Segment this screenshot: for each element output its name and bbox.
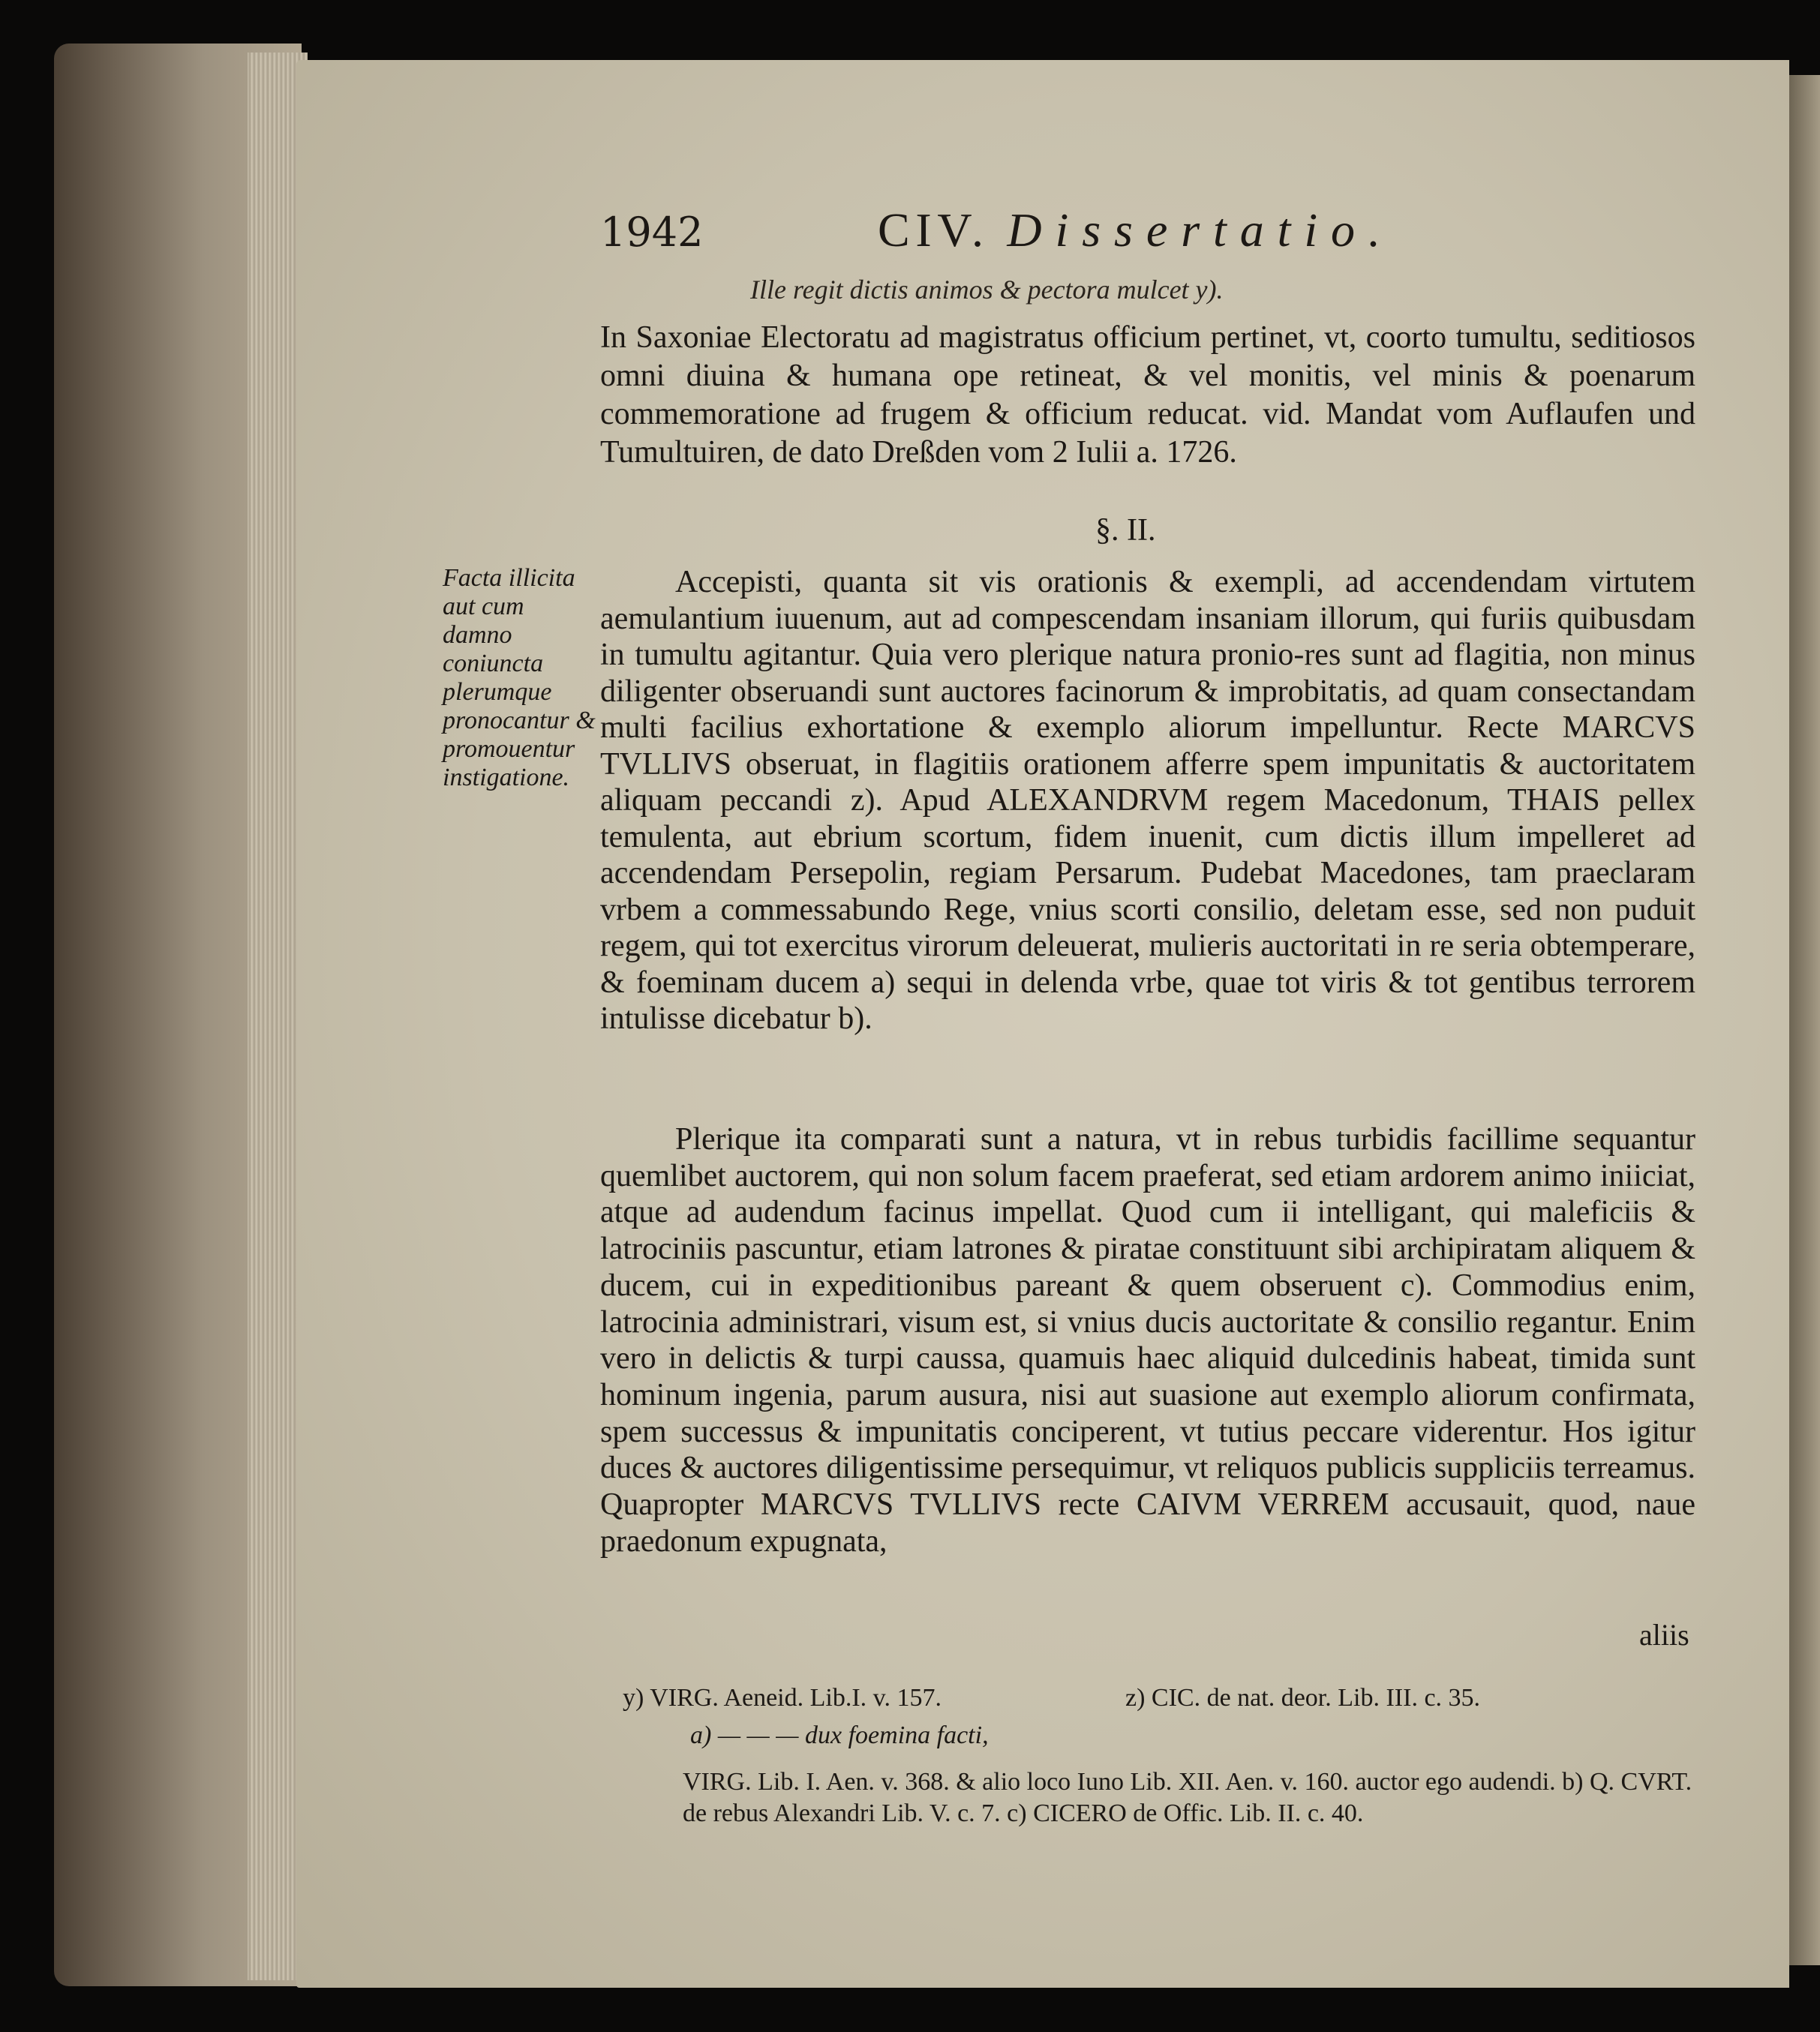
footnote-a-citations: VIRG. Lib. I. Aen. v. 368. & alio loco Iuno Lib. XII. Aen. v. 160. auctor ego audendi. b) Q. CVRT. de rebus Alexandri Lib. V. c. 7. c) CICERO de Offic. Lib. II. c. 40. — [683, 1768, 1692, 1827]
paragraph-1: In Saxoniae Electoratu ad magistratus officium pertinet, vt, coorto tumultu, seditiosos omni diuina & humana ope retineat, & vel monitis, vel minis & poenarum commemoratione ad frugem & officium reducat. vid. Mandat vom Auflaufen und Tumultuiren, de dato Dreßden vom 2 Iulii a. 1726. — [600, 320, 1695, 470]
running-head-roman: CIV. — [878, 203, 990, 257]
verse-quote: Ille regit dictis animos & pectora mulcet y). — [750, 275, 1224, 305]
page-number: 1942 — [600, 209, 704, 256]
footnote-y: y) VIRG. Aeneid. Lib.I. v. 157. — [623, 1684, 942, 1712]
running-head — [878, 203, 1394, 258]
footnote-a: a) — — — dux foemina facti, — [690, 1721, 989, 1749]
paragraph-3: Plerique ita comparati sunt a natura, vt in rebus turbidis facillime sequantur quemlibet auctorem, qui non solum facem praeferat, sed etiam ardorem animo iniiciat, atque ad audendum facinus impellat. Quod cum ii intelligant, qui maleficiis & latrociniis pascuntur, etiam latrones & piratae constituunt sibi archipiratam aliquem & ducem, cui in expeditionibus pareant & quem obseruent c). Commodius enim, latrocinia administrari, visum est, si vnius ducis auctoritate & consilio regantur. Enim vero in delictis & turpi caussa, quamuis haec aliquid dulcedinis habeat, timida sunt hominum ingenia, parum ausura, nisi aut suasione aut exemplo aliorum confirmata, spem successus & impunitatis conciperent, vt tutius peccare viderentur. Hos igitur duces & auctores diligentissime persequimur, vt reliquos publicis suppliciis terreamus. Quapropter MARCVS TVLLIVS recte CAIVM VERREM accusauit, quod, naue praedonum expugnata, — [600, 1122, 1695, 1559]
page-header — [600, 203, 1410, 263]
running-head-italic: Dissertatio. — [1007, 203, 1394, 257]
margin-note: Facta illicita aut cum damno coniuncta plerumque pronocantur & promouentur instigatione. — [443, 564, 596, 791]
section-heading: §. II. — [1095, 513, 1156, 548]
facing-page-edge — [1789, 75, 1820, 1965]
catchword: aliis — [1639, 1618, 1689, 1652]
footnote-z: z) CIC. de nat. deor. Lib. III. c. 35. — [1125, 1684, 1481, 1712]
paragraph-2: Accepisti, quanta sit vis orationis & exempli, ad accendendam virtutem aemulantium iuuenum, aut ad compescendam insaniam illorum, qui furiis quibusdam in tumultu agitantur. Quia vero plerique natura pronio-res sunt ad flagitia, non minus diligenter obseruandi sunt auctores facinorum & improbitatis, ad quam consectandam multi facilius exhortatione & exemplo aliorum impelluntur. Recte MARCVS TVLLIVS obseruat, in flagitiis orationem afferre spem impunitatis & auctoritatem aliquam peccandi z). Apud ALEXANDRVM regem Macedonum, THAIS pellex temulenta, aut ebrium scortum, fidem inuenit, cum dictis illum impelleret ad accendendam Persepolin, regiam Persarum. Pudebat Macedones, tam praeclaram vrbem a commessabundo Rege, vnius scorti consilio, deletam esse, sed non puduit regem, qui tot exercitus virorum deleuerat, mulieris auctoritati in re seria obtemperare, & foeminam ducem a) sequi in delenda vrbe, quae tot viris & tot gentibus terrorem intulisse dicebatur b). — [600, 565, 1695, 1036]
